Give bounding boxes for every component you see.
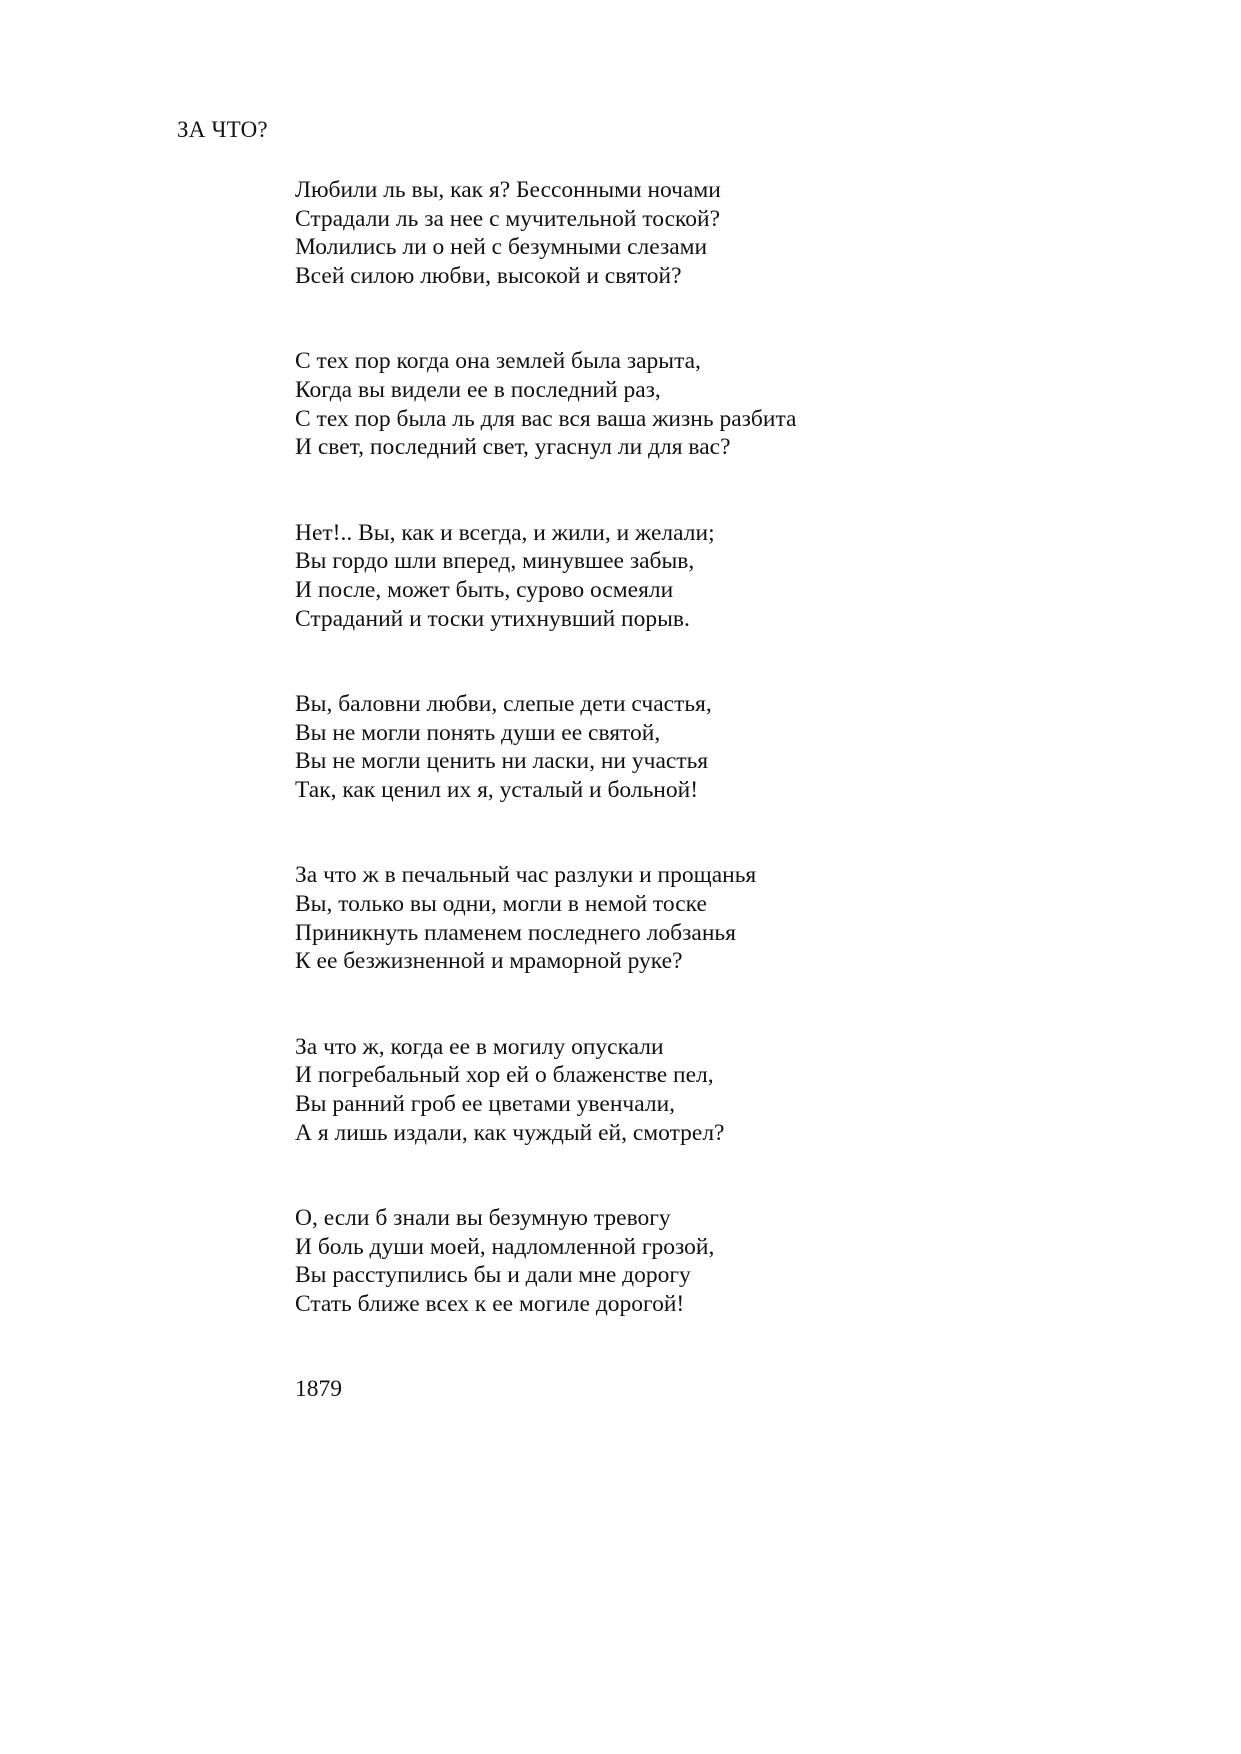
poem-line: Приникнуть пламенем последнего лобзанья — [295, 919, 736, 946]
poem-line: А я лишь издали, как чуждый ей, смотрел? — [295, 1119, 725, 1146]
poem-line: Любили ль вы, как я? Бессонными ночами — [295, 177, 721, 203]
poem-line: Вы расступились бы и дали мне дорогу — [295, 1262, 691, 1289]
poem-line: И свет, последний свет, угаснул ли для вас? — [295, 434, 731, 461]
stanza — [295, 176, 1195, 291]
poem-line: Молились ли о ней с безумными слезами — [295, 234, 708, 261]
poem-line: О, если б знали вы безумную тревогу — [295, 1204, 671, 1231]
stanza — [295, 861, 1195, 976]
poem-line: Страдали ль за нее с мучительной тоской? — [295, 205, 721, 232]
stanza — [295, 690, 1195, 805]
poem-body — [295, 176, 1195, 1404]
poem-line: И после, может быть, сурово осмеяли — [295, 577, 674, 604]
poem-line: Нет!.. Вы, как и всегда, и жили, и желали; — [295, 519, 715, 546]
stanza — [295, 1204, 1195, 1319]
poem-line: И погребальный хор ей о блаженстве пел, — [295, 1062, 714, 1089]
poem-line: Вы не могли ценить ни ласки, ни участья — [295, 748, 709, 775]
poem-line: Так, как ценил их я, усталый и больной! — [295, 777, 699, 804]
poem-line: Вы гордо шли вперед, минувшее забыв, — [295, 548, 695, 575]
poem-line: Вы ранний гроб ее цветами увенчали, — [295, 1090, 676, 1117]
stanza — [295, 1033, 1195, 1148]
poem-line: С тех пор была ль для вас вся ваша жизнь разбита — [295, 405, 797, 432]
poem-year: 1879 — [295, 1376, 342, 1403]
poem-line: Вы не могли понять души ее святой, — [295, 719, 661, 746]
poem-line: К ее безжизненной и мраморной руке? — [295, 948, 683, 975]
poem-line: Стать ближе всех к ее могиле дорогой! — [295, 1290, 685, 1317]
poem-line: За что ж в печальный час разлуки и прощанья — [295, 862, 757, 889]
poem-line: Страданий и тоски утихнувший порыв. — [295, 605, 690, 632]
poem-line: Когда вы видели ее в последний раз, — [295, 377, 661, 404]
poem-line: Вы, только вы одни, могли в немой тоске — [295, 890, 707, 917]
poem-line: Вы, баловни любви, слепые дети счастья, — [295, 690, 712, 717]
poem-title: ЗА ЧТО? — [177, 117, 268, 142]
stanza — [295, 347, 1195, 462]
poem-line: Всей силою любви, высокой и святой? — [295, 263, 682, 290]
poem-line: За что ж, когда ее в могилу опускали — [295, 1033, 664, 1060]
poem-line: С тех пор когда она землей была зарыта, — [295, 348, 701, 375]
poem-line: И боль души моей, надломленной грозой, — [295, 1233, 715, 1260]
stanza — [295, 519, 1195, 634]
